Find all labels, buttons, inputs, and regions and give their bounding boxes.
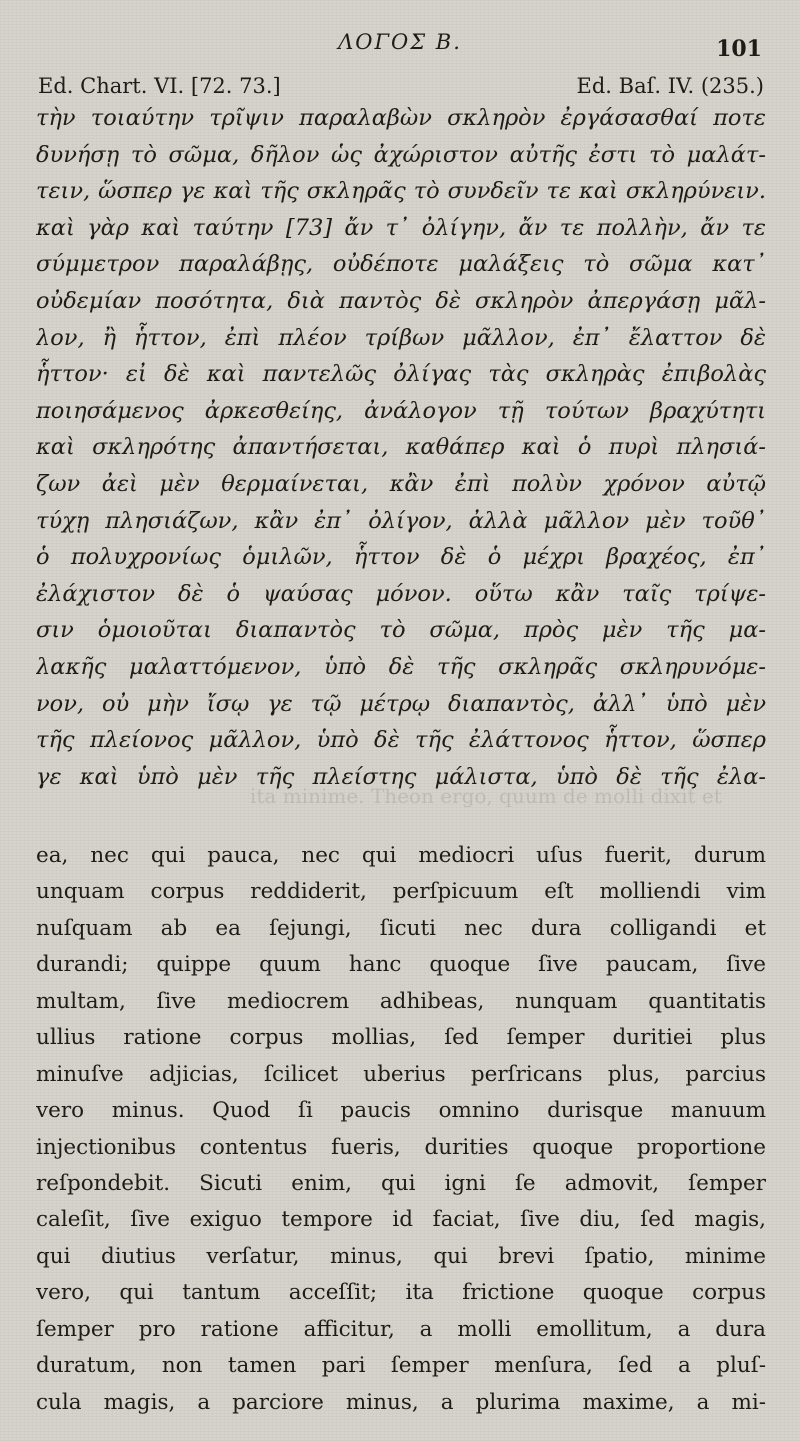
greek-text-line: σύμμετρον παραλάβῃς, οὐδέποτε μαλάξεις τὸ σῶμα κατ᾽ [36, 251, 766, 278]
running-title: ΛΟΓΟΣ Β. [338, 30, 462, 54]
greek-text-block [36, 100, 766, 795]
greek-text-line: γε καὶ ὑπὸ μὲν τῆς πλείστης μάλιστα, ὑπὸ δὲ τῆς ἐλα- [36, 763, 766, 790]
greek-text-line: τῆς πλείονος μᾶλλον, ὑπὸ δὲ τῆς ἐλάττονος ἧττον, ὥσπερ [36, 727, 766, 754]
latin-text-line: caleſit, ſive exiguo tempore id faciat, ſive diu, ſed magis, [36, 1207, 766, 1233]
greek-text-line: ζων ἀεὶ μὲν θερμαίνεται, κἂν ἐπὶ πολὺν χρόνον αὐτῷ [36, 470, 766, 497]
greek-text-line: ἐλάχιστον δὲ ὁ ψαύσας μόνον. οὕτω κἂν ταῖς τρίψε- [36, 580, 766, 607]
latin-text-line: injectionibus contentus fueris, durities quoque proportione [36, 1134, 766, 1160]
greek-text-line: ὁ πολυχρονίως ὁμιλῶν, ἧττον δὲ ὁ μέχρι βραχέος, ἐπ᾽ [36, 544, 766, 571]
greek-text-line: τύχῃ πλησιάζων, κἂν ἐπ᾽ ὀλίγον, ἀλλὰ μᾶλλον μὲν τοῦθ᾽ [36, 507, 766, 534]
latin-translation-block [36, 838, 766, 1421]
greek-text-line: ἧττον· εἰ δὲ καὶ παντελῶς ὀλίγας τὰς σκληρὰς ἐπιβολὰς [36, 361, 766, 388]
latin-text-line: ſemper pro ratione afficitur, a molli emollitum, a dura [36, 1316, 766, 1342]
latin-text-line: ea, nec qui pauca, nec qui mediocri uſus fuerit, durum [36, 843, 766, 868]
latin-text-line: ullius ratione corpus mollias, ſed ſemper duritiei plus [36, 1025, 766, 1051]
page-number: 101 [716, 36, 762, 62]
greek-text-line: λακῆς μαλαττόμενον, ὑπὸ δὲ τῆς σκληρᾶς σκληρυνόμε- [36, 653, 766, 680]
greek-text-line: ποιησάμενος ἀρκεσθείης, ἀνάλογον τῇ τούτων βραχύτητι [36, 397, 766, 424]
greek-text-line: οὐδεμίαν ποσότητα, διὰ παντὸς δὲ σκληρὸν ἀπεργάσῃ μᾶλ- [36, 287, 766, 314]
latin-text-line: duratum, non tamen pari ſemper menſura, ſed a pluſ- [36, 1353, 766, 1379]
latin-text-line: nuſquam ab ea ſejungi, ſicuti nec dura colligandi et [36, 915, 766, 941]
edition-reference-chartier: Ed. Chart. VI. [72. 73.] [38, 74, 281, 98]
greek-text-line: νον, οὐ μὴν ἴσῳ γε τῷ μέτρῳ διαπαντὸς, ἀλλ᾽ ὑπὸ μὲν [36, 690, 766, 717]
latin-text-line: durandi; quippe quum hanc quoque ſive paucam, ſive [36, 952, 766, 978]
latin-text-line: unquam corpus reddiderit, perſpicuum eſt molliendi vim [36, 879, 766, 905]
greek-text-line: καὶ γὰρ καὶ ταύτην [73] ἄν τ᾽ ὀλίγην, ἄν τε πολλὴν, ἄν τε [36, 214, 766, 241]
latin-text-line: multam, ſive mediocrem adhibeas, nunquam quantitatis [36, 988, 766, 1014]
latin-text-line: vero, qui tantum acceſſit; ita frictione quoque corpus [36, 1280, 766, 1306]
greek-text-line: δυνήσῃ τὸ σῶμα, δῆλον ὡς ἀχώριστον αὐτῆς ἐστι τὸ μαλάτ- [36, 141, 766, 168]
greek-text-line: τειν, ὥσπερ γε καὶ τῆς σκληρᾶς τὸ συνδεῖν τε καὶ σκληρύνειν. [36, 178, 766, 205]
latin-text-line: reſpondebit. Sicuti enim, qui igni ſe admovit, ſemper [36, 1170, 766, 1196]
latin-text-line: cula magis, a parciore minus, a plurima maxime, a mi- [36, 1389, 766, 1415]
latin-text-line: minuſve adjicias, ſcilicet uberius perſricans plus, parcius [36, 1061, 766, 1087]
greek-text-line: σιν ὁμοιοῦται διαπαντὸς τὸ σῶμα, πρὸς μὲν τῆς μα- [36, 617, 766, 644]
latin-text-line: vero minus. Quod ſi paucis omnino durisque manuum [36, 1098, 766, 1124]
edition-reference-basel: Ed. Baſ. IV. (235.) [576, 74, 764, 98]
greek-text-line: λον, ἢ ἧττον, ἐπὶ πλέον τρίβων μᾶλλον, ἐπ᾽ ἔλαττον δὲ [36, 324, 766, 351]
show-through-text: ita minime. Theon ergo, quum de molli dixit et [250, 784, 722, 808]
greek-text-line: καὶ σκληρότης ἀπαντήσεται, καθάπερ καὶ ὁ πυρὶ πλησιά- [36, 434, 766, 461]
greek-text-line: τὴν τοιαύτην τρῖψιν παραλαβὼν σκληρὸν ἐργάσασθαί ποτε [36, 105, 766, 131]
latin-text-line: qui diutius verſatur, minus, qui brevi ſpatio, minime [36, 1243, 766, 1269]
